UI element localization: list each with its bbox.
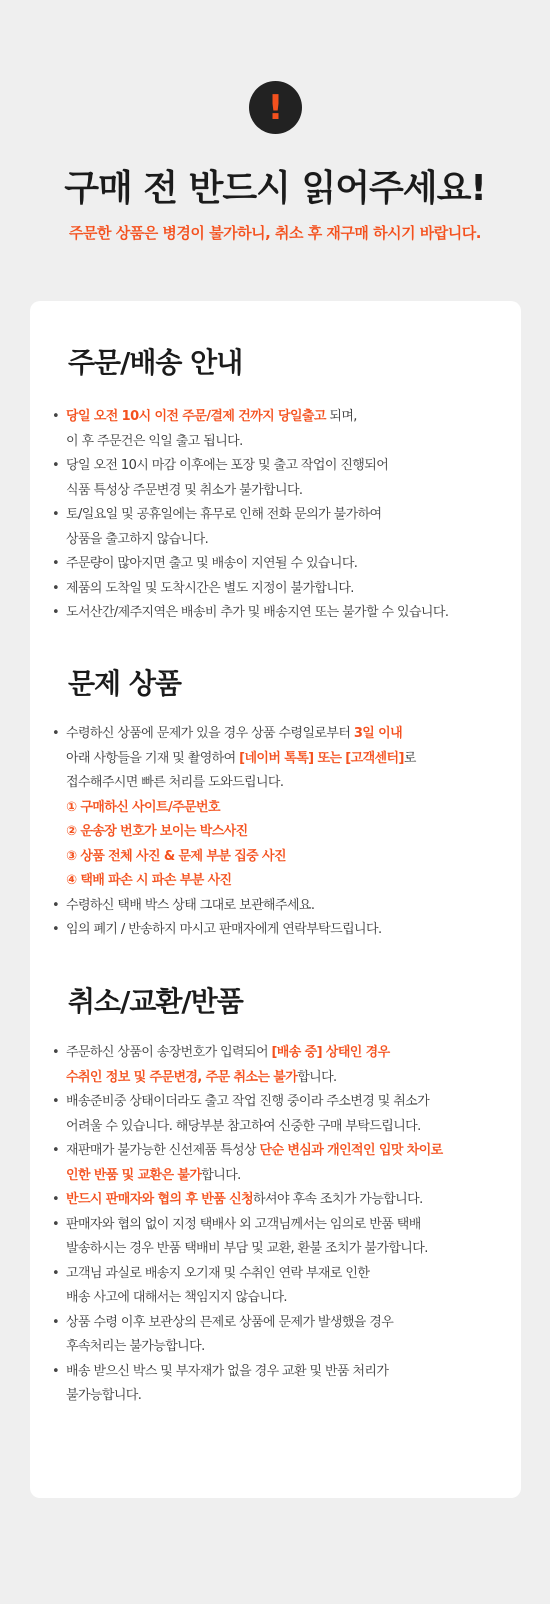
notice-card: [30, 301, 521, 1498]
body-text: 불가능합니다.: [66, 1388, 142, 1403]
list-item: [52, 577, 514, 602]
body-text: 재판매가 불가능한 신선제품 특성상: [66, 1143, 260, 1158]
exclamation-icon: [249, 81, 302, 134]
body-text: 상품 수령 이후 보관상의 믄제로 상품에 문제가 발생했을 경우: [66, 1314, 394, 1330]
list-item: [52, 479, 514, 504]
highlight-text: 반드시 판매자와 협의 후 반품 신청: [66, 1192, 254, 1207]
body-text: 고객님 과실로 배송지 오기재 및 수취인 연락 부재로 인한: [66, 1265, 370, 1281]
body-text: 임의 폐기 / 반송하지 마시고 판매자에게 연락부탁드립니다.: [66, 922, 382, 937]
body-text: 상품을 출고하지 않습니다.: [66, 531, 209, 547]
body-text: 합니다.: [201, 1167, 241, 1183]
list-item: [52, 454, 514, 479]
highlight-text: ① 구매하신 사이트/주문번호: [66, 799, 220, 815]
highlight-text: 3일 이내: [353, 726, 403, 741]
highlight-text: 당일 오전 10시 이전 주문/결제 건까지 당일출고: [66, 409, 326, 424]
body-text: 배송 받으신 박스 및 부자재가 없을 경우 교환 및 반품 처리가: [66, 1363, 389, 1379]
highlight-text: 단순 변심과 개인적인 입맛 차이로: [259, 1143, 443, 1158]
page-title: 구매 전 반드시 읽어주세요!: [64, 168, 486, 209]
body-text: 토/일요일 및 공휴일에는 휴무로 인해 전화 문의가 불가하여: [66, 507, 382, 522]
list-item: [52, 405, 514, 430]
body-text: 후속처리는 불가능합니다.: [66, 1339, 205, 1354]
list-item: [52, 1262, 514, 1287]
body-text: 합니다.: [297, 1069, 337, 1085]
list-item: [52, 894, 514, 919]
highlight-text: [배송 중] 상태인 경우: [271, 1045, 390, 1060]
list-item: [52, 601, 514, 626]
list-item: [52, 1311, 514, 1336]
highlight-text: ④ 택배 파손 시 파손 부분 사진: [66, 873, 232, 888]
body-text: 하셔야 후속 조치가 가능합니다.: [253, 1192, 423, 1207]
list-item: [52, 1188, 514, 1213]
list-item: [52, 869, 514, 894]
list-item: [52, 1384, 514, 1409]
section-title-cancel-exchange-return: 취소/교환/반품: [68, 985, 243, 1018]
list-item: [52, 918, 514, 943]
body-text: 발송하시는 경우 반품 택배비 부담 및 교환, 환불 조치가 불가합니다.: [66, 1241, 428, 1256]
section-list-problem-products: [52, 722, 514, 943]
section-list-order-shipping: [52, 405, 514, 626]
list-item: [52, 845, 514, 870]
list-item: [52, 1360, 514, 1385]
list-item: [52, 796, 514, 821]
list-item: [52, 1213, 514, 1238]
body-text: 접수해주시면 빠른 처리를 도와드립니다.: [66, 775, 284, 790]
list-item: [52, 771, 514, 796]
body-text: 판매자와 협의 없이 지정 택배사 외 고객님께서는 임의로 반품 택배: [66, 1216, 421, 1232]
highlight-text: 수취인 정보 및 주문변경, 주문 취소는 불가: [66, 1069, 298, 1085]
page-subtitle: 주문한 상품은 병경이 불가하니, 취소 후 재구매 하시기 바랍니다.: [69, 224, 481, 242]
body-text: 어려울 수 있습니다. 해당부분 참고하여 신중한 구매 부탁드립니다.: [66, 1118, 421, 1134]
body-text: 이 후 주문건은 익일 출고 됩니다.: [66, 433, 243, 449]
body-text: 되며,: [325, 409, 357, 424]
exclamation-glyph: !: [267, 87, 284, 128]
list-item: [52, 528, 514, 553]
list-item: [52, 1335, 514, 1360]
body-text: 도서산간/제주지역은 배송비 추가 및 배송지연 또는 불가할 수 있습니다.: [66, 605, 449, 620]
body-text: 로: [403, 750, 416, 766]
body-text: 수령하신 택배 박스 상태 그대로 보관해주세요.: [66, 897, 315, 913]
list-item: [52, 1139, 514, 1164]
list-item: [52, 1090, 514, 1115]
list-item: [52, 430, 514, 455]
list-item: [52, 1115, 514, 1140]
body-text: 주문하신 상품이 송장번호가 입력되어: [66, 1045, 272, 1060]
list-item: [52, 820, 514, 845]
section-title-order-shipping: 주문/배송 안내: [68, 346, 243, 379]
body-text: 배송 사고에 대해서는 책임지지 않습니다.: [66, 1290, 287, 1305]
list-item: [52, 1164, 514, 1189]
body-text: 아래 사항들을 기재 및 촬영하여: [66, 750, 240, 766]
highlight-text: ② 운송장 번호가 보이는 박스사진: [66, 824, 248, 839]
highlight-text: [네이버 톡톡] 또는 [고객센터]: [239, 750, 404, 766]
list-item: [52, 747, 514, 772]
list-item: [52, 1066, 514, 1091]
body-text: 당일 오전 10시 마감 이후에는 포장 및 출고 작업이 진행되어: [66, 458, 389, 473]
body-text: 수령하신 상품에 문제가 있을 경우 상품 수령일로부터: [66, 726, 354, 741]
body-text: 주문량이 많아지면 출고 및 배송이 지연될 수 있습니다.: [66, 556, 358, 571]
body-text: 식품 특성상 주문변경 및 취소가 불가합니다.: [66, 482, 303, 498]
list-item: [52, 503, 514, 528]
list-item: [52, 722, 514, 747]
section-title-problem-products: 문제 상품: [68, 667, 181, 700]
list-item: [52, 1237, 514, 1262]
list-item: [52, 552, 514, 577]
body-text: 제품의 도착일 및 도착시간은 별도 지정이 불가합니다.: [66, 580, 354, 596]
body-text: 배송준비중 상태이더라도 출고 작업 진행 중이라 주소변경 및 취소가: [66, 1094, 430, 1109]
list-item: [52, 1041, 514, 1066]
highlight-text: 인한 반품 및 교환은 불가: [66, 1167, 202, 1183]
list-item: [52, 1286, 514, 1311]
section-list-cancel-exchange-return: [52, 1041, 514, 1409]
highlight-text: ③ 상품 전체 사진 & 문제 부분 집중 사진: [66, 848, 286, 864]
